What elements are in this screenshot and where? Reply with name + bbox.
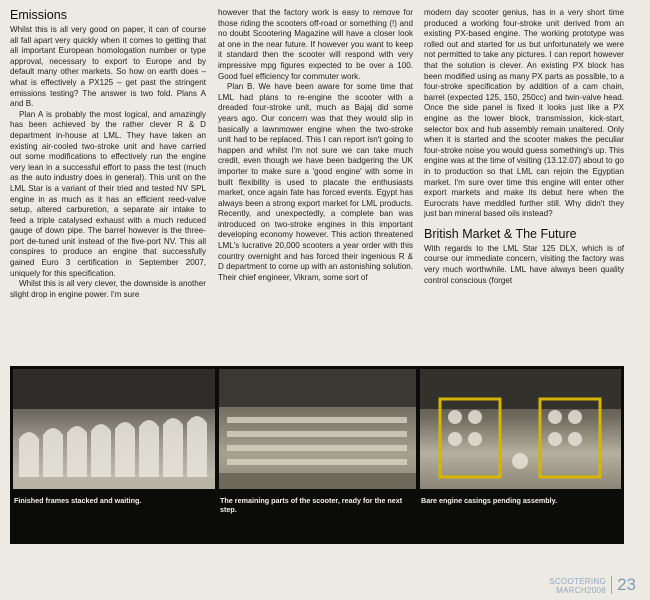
photo-parts-ready: [219, 369, 416, 489]
magazine-issue: [549, 578, 606, 595]
paragraph: Plan B. We have been aware for some time that LML had plans to re-engine the scooter with a dreaded four-stroke unit, much as Bajaj did some years ago. Our concern was that they would slip in basically a lawnmower engine when the two-stroke unit had to be replaced. This I can report isn't going to happen and whilst I'm not sure we can take much credit, even though we have been badgering the UK importer to make sure a 'good engine' with some in built flexibility is used to placate the enthusiasts market, once again fate has forced events. Egypt has always been a strong export market for LML products. Recently, and unexpectedly, a complete ban was introduced on two-stroke engines in this important developing economy however. This action threatened LML's lucrative 20,000 scooters a year order with this country overnight and has forced their ingenious R & D department to come up with an astonishing solution. Their chief engineer, Vikram, some sort of: [218, 82, 413, 282]
issue-date: MARCH2008: [556, 585, 606, 595]
parts-illustration: [219, 369, 416, 489]
article-column-1: [10, 8, 206, 300]
paragraph: modern day scooter genius, has in a very short time produced a working four-stroke unit derived from an existing PX-based engine. The working prototype was rolled out and started for us but unfortunately we were not permitted to take any pictures. I can report however that the solution is clever. An existing PX block has been modified using as many PX parts as possible, to a four-stroke specification by addition of a cam chain, barrel (expected 125, 150, 250cc) and twin-valve head. Once the side panel is fixed it looks just like a PX engine as the lower block, transmission, kick-start, selector box and hub assembly remain unaltered. Only when it is started and the scooter makes the peculiar four-stroke noise you would guess something's up. This engine was at the time of visiting (13.12.07) about to go in to production so that LML can rejoin the Egyptian market. I'm sure over time this engine will enter other export markets and make its debut here when the Eurocrats have meddled further still. Why didn't they just ban mineral based oils instead?: [424, 8, 624, 219]
photo-band: [10, 366, 624, 544]
photo-caption: Bare engine casings pending assembly.: [421, 496, 558, 505]
magazine-name: SCOOTERING: [549, 577, 606, 586]
page-number: 23: [617, 575, 636, 594]
paragraph: Whilst this is all very clever, the downside is another slight drop in engine power. I'm sure: [10, 279, 206, 299]
article-column-3: [424, 8, 624, 286]
footer-divider: [611, 576, 612, 594]
photo-frames-stacked: [13, 369, 215, 489]
frames-illustration: [13, 369, 215, 489]
photo-caption: The remaining parts of the scooter, ready for the next step.: [220, 496, 403, 514]
paragraph: however that the factory work is easy to remove for those riding the scooters off-road or something (!) and no doubt Scootering Magazine will have a closer look at one in the near future. If however you want to keep it standard then the scooter will respond with very impressive mpg figures expected to be over a 100. Good fuel efficiency for commuter work.: [218, 8, 413, 81]
section-heading-emissions: Emissions: [10, 8, 67, 22]
paragraph: Whilst this is all very good on paper, it can of course all fall apart very quickly when it comes to getting that all important European homologation number or type approval, necessary to export to Europe and by default many other markets. So how on earth does – what is effectively a PX125 – get past the stringent emissions testing? The answer is two fold. Plans A and B.: [10, 25, 206, 109]
paragraph: With regards to the LML Star 125 DLX, which is of course our immediate concern, visiting the factory was very much worthwhile. LML have always been quality control conscious (forget: [424, 243, 624, 285]
section-heading-british-market: British Market & The Future: [424, 226, 577, 241]
casings-illustration: [420, 369, 621, 489]
article-column-2: [218, 8, 413, 283]
photo-caption: Finished frames stacked and waiting.: [14, 496, 142, 505]
paragraph: Plan A is probably the most logical, and amazingly has been achieved by the rather clever R & D department in-house at LML. They have taken an existing air-cooled two-stroke unit and have carried out some modifications to effectively run the engine very lean in a successful effort to pass the test (much as the auto industry does in general). This unit on the LML Star is a variant of their tried and tested NV SPL engine in as much as it has an efficient reed-valve setup, altered carburetion, a separate air intake to feed a triple catalysed exhaust with a much reduced gauge of down pipe. The barrel however is the three-port de-tuned unit instead of the five-port NV. This all conspires to produce an engine that successfully gained Euro 3 certification in September 2007, uniquely for this specification.: [10, 109, 206, 278]
photo-engine-casings: [420, 369, 621, 489]
